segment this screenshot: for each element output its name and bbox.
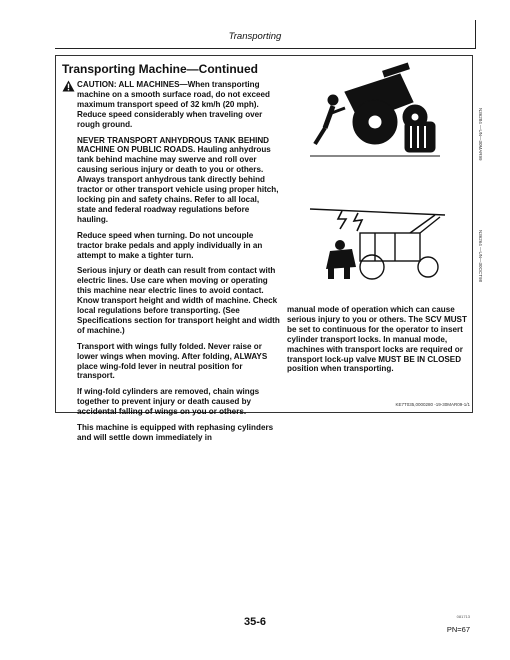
paragraph: If wing-fold cylinders are removed, chain wings together to prevent injury or death caused by accidental falling of wings on you or others. bbox=[77, 387, 260, 417]
section-title: Transporting Machine—Continued bbox=[62, 62, 259, 76]
header-rule bbox=[55, 48, 475, 49]
caution-text: CAUTION: ALL MACHINES—When transporting machine on a smooth surface road, do not exceed maximum transport speed of 32 km/h (20 mph). Reduce speed considerably when traveling over rough ground. bbox=[77, 80, 270, 129]
electric-line-contact-icon bbox=[300, 205, 450, 280]
caution-block bbox=[62, 80, 280, 130]
paragraph: Transport with wings fully folded. Never raise or lower wings when moving. After folding, ALWAYS place wing-fold lever in neutral position for transport. bbox=[77, 341, 268, 381]
figure-code: N36284 —UN—30MAR99 bbox=[478, 108, 483, 161]
page-number: 35-6 bbox=[243, 616, 267, 628]
paragraph: This machine is equipped with rephasing cylinders and will settle down immediately in bbox=[77, 423, 274, 442]
tractor-rollover-icon bbox=[305, 62, 445, 162]
running-head: Transporting bbox=[228, 31, 282, 42]
left-column bbox=[62, 80, 280, 449]
pn-label: PN=67 bbox=[446, 625, 470, 634]
right-column-text: manual mode of operation which can cause serious injury to you or others. The SCV MUST be set to continuous for the operator to insert cylinder transport locks. In manual mode, machines with transport locks are required or transport lock-up valve MUST BE IN CLOSED position when transporting. bbox=[287, 305, 467, 374]
reference-code: KE7T035,0000280 -19-30MAR09-1/1 bbox=[395, 402, 470, 407]
warning-triangle-icon bbox=[62, 80, 75, 92]
paragraph: Reduce speed when turning. Do not uncouple tractor brake pedals and apply individually in an attempt to make a tighter turn. bbox=[77, 230, 263, 260]
header-rule-vertical bbox=[475, 20, 476, 49]
small-code: 081713 bbox=[456, 614, 470, 619]
paragraph: NEVER TRANSPORT ANHYDROUS TANK BEHIND MACHINE ON PUBLIC ROADS. Hauling anhydrous tank behind machine may swerve and roll over causing serious injury or death to you or others. Always transport anhydrous tank directly behind tractor or other transport vehicle using proper hitch, locking pin and safety chains. Refer to all local, state and federal roadway regulations before hauling. bbox=[77, 135, 279, 224]
paragraph: Serious injury or death can result from contact with electric lines. Use care when moving or operating this machine near electric lines to avoid contact. Know transport height and width of machine. Check local regulations before transporting. (See Specifications section for transport height and width of machine.) bbox=[77, 266, 280, 335]
figure-code: N36264 —UN—30OCT98 bbox=[478, 230, 483, 283]
